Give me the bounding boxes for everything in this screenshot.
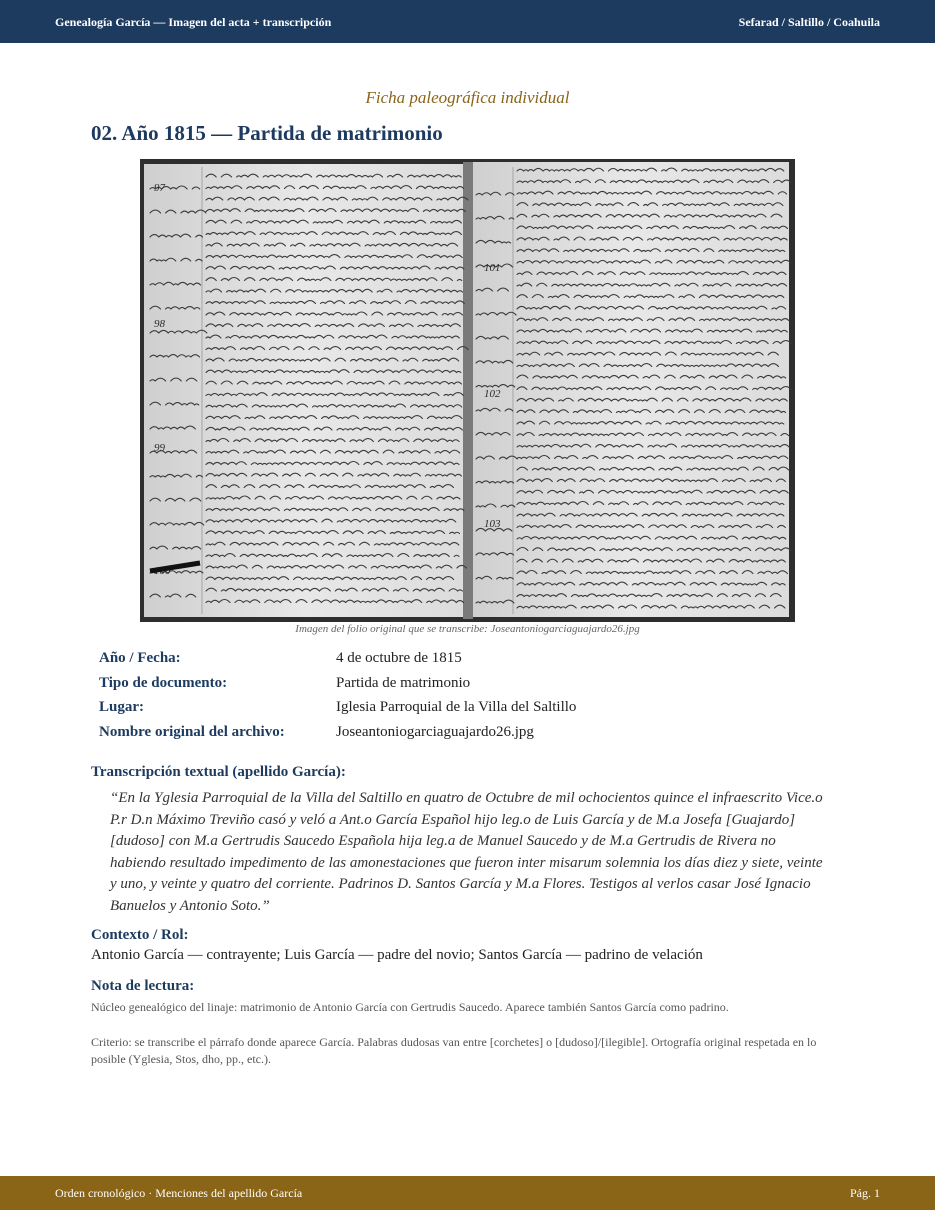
footer-label: Orden cronológico · Menciones del apellido García xyxy=(55,1186,303,1200)
page-number: Pág. 1 xyxy=(850,1186,880,1200)
entry-number: 99 xyxy=(154,442,165,454)
metadata-key: Tipo de documento: xyxy=(99,674,228,691)
entry-number: 101 xyxy=(484,262,501,274)
metadata-key: Nombre original del archivo: xyxy=(99,723,285,740)
transcription-heading: Transcripción textual (apellido García): xyxy=(91,764,346,780)
context-text: Antonio García — contrayente; Luis García — padre del novio; Santos García — padrino de velación xyxy=(91,947,703,963)
criteria-text: Criterio: se transcribe el párrafo donde aparece García. Palabras dudosas van entre [corchetes] o [dudoso]/[ilegible]. Ortografía original respetada en lo posible (Yglesia, Stos, dho, pp., etc.). xyxy=(91,1035,817,1066)
page-subtitle: Ficha paleográfica individual xyxy=(365,88,570,107)
entry-number: 98 xyxy=(154,318,165,330)
footer-bar xyxy=(0,1176,935,1210)
metadata-row xyxy=(99,699,839,724)
top-header-bar xyxy=(0,0,935,43)
note-text: Núcleo genealógico del linaje: matrimonio de Antonio García con Gertrudis Saucedo. Aparece también Santos García como padrino. xyxy=(91,1000,729,1014)
entry-number: 102 xyxy=(484,388,501,400)
note-heading: Nota de lectura: xyxy=(91,978,195,994)
metadata-row xyxy=(99,675,839,700)
metadata-key: Año / Fecha: xyxy=(99,650,181,666)
metadata-row xyxy=(99,724,839,749)
metadata-value: Joseantoniogarciaguajardo26.jpg xyxy=(336,723,534,740)
metadata-value: 4 de octubre de 1815 xyxy=(336,650,462,666)
metadata-value: Partida de matrimonio xyxy=(336,674,471,691)
entry-number: 100 xyxy=(154,565,171,577)
manuscript-image xyxy=(140,159,795,622)
entry-number: 103 xyxy=(484,518,501,530)
figure-caption: Imagen del folio original que se transcribe: Joseantoniogarciaguajardo26.jpg xyxy=(295,623,640,635)
header-region: Sefarad / Saltillo / Coahuila xyxy=(738,15,880,29)
transcription-quote: “En la Yglesia Parroquial de la Villa del Saltillo en quatro de Octubre de mil ochocientos quince el infraescrito Vice.o P.r D.n Máximo Treviño casó y veló a Ant.o García Español hijo leg.o de Luis García y de M.a Josefa [Guajardo] [dudoso] con M.a Gertrudis Saucedo Española hija leg.a de Manuel Saucedo y de M.a Gertrudis de Rivera no habiendo resultado impedimento de las amonestaciones que fueron inter misarum solemnia los días diez y siete, veinte y uno, y veinte y quatro del corriente. Padrinos D. Santos García y M.a Flores. Testigos al verlos casar José Ignacio Banuelos y Antonio Soto.” xyxy=(110,790,823,914)
header-site-title: Genealogía García — Imagen del acta + transcripción xyxy=(55,15,332,29)
context-heading: Contexto / Rol: xyxy=(91,927,189,943)
page-title: 02. Año 1815 — Partida de matrimonio xyxy=(91,121,443,145)
metadata-table xyxy=(99,650,839,748)
manuscript-drawing xyxy=(140,159,795,622)
book-gutter xyxy=(463,162,473,619)
entry-number: 97 xyxy=(154,182,165,194)
metadata-value: Iglesia Parroquial de la Villa del Saltillo xyxy=(336,699,577,715)
metadata-row xyxy=(99,650,839,675)
metadata-key: Lugar: xyxy=(99,699,144,715)
